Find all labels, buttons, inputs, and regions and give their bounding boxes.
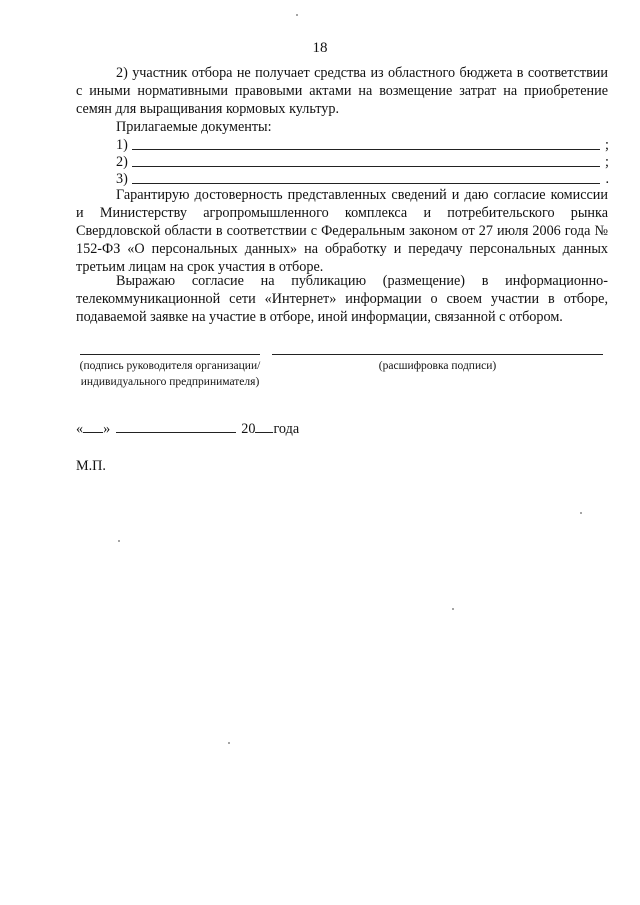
close-quote: » xyxy=(103,421,111,437)
scan-speck xyxy=(580,512,582,514)
signature-decoding-caption: (расшифровка подписи) xyxy=(378,360,497,372)
paragraph-publication: Выражаю согласие на публикацию (размещение) в информационно-телекоммуникационной сети «Интернет» информации о своем участии в отборе, подаваемой заявке на участие в отборе, иной информации, связанной с отбором. xyxy=(76,273,608,325)
paragraph-condition: 2) участник отбора не получает средства из областного бюджета в соответствии с иными нормативными правовыми актами на возмещение затрат на приобретение семян для выращивания кормовых культур. xyxy=(76,65,608,117)
open-quote: « xyxy=(76,421,84,437)
attachment-line-2[interactable] xyxy=(116,153,609,171)
scan-speck xyxy=(452,608,454,610)
attachment-number: 1) xyxy=(116,137,128,153)
month-blank[interactable] xyxy=(116,420,236,433)
attachment-terminator: . xyxy=(605,171,609,187)
attachment-number: 2) xyxy=(116,154,128,170)
year-suffix: года xyxy=(273,421,300,437)
year-blank[interactable] xyxy=(255,420,273,433)
scan-speck xyxy=(296,14,298,16)
attachment-terminator: ; xyxy=(605,137,609,153)
scan-speck xyxy=(228,742,230,744)
attachment-number: 3) xyxy=(116,171,128,187)
attachment-terminator: ; xyxy=(605,154,609,170)
page-number: 18 xyxy=(312,40,328,56)
signature-decoding-line[interactable] xyxy=(272,354,603,355)
stamp-label: М.П. xyxy=(76,458,106,474)
attachment-blank xyxy=(132,149,600,150)
attachments-label: Прилагаемые документы: xyxy=(116,119,272,135)
attachment-blank xyxy=(132,183,600,184)
paragraph-guarantee: Гарантирую достоверность представленных сведений и даю согласие комиссии и Министерству агропромышленного комплекса и потребительского рынка Свердловской области в соответствии с Федеральным законом от 27 июля 2006 года № 152-ФЗ «О персональных данных» на обработку и передачу персональных данных третьим лицам на срок участия в отборе. xyxy=(76,187,608,275)
signature-line[interactable] xyxy=(80,354,260,355)
date-line xyxy=(76,420,299,438)
signature-caption: (подпись руководителя организации/ индивидуального предпринимателя) xyxy=(79,360,261,388)
attachment-blank xyxy=(132,166,600,167)
attachment-line-1[interactable] xyxy=(116,136,609,154)
year-prefix: 20 xyxy=(241,421,256,437)
scan-speck xyxy=(118,540,120,542)
day-blank[interactable] xyxy=(83,420,103,433)
